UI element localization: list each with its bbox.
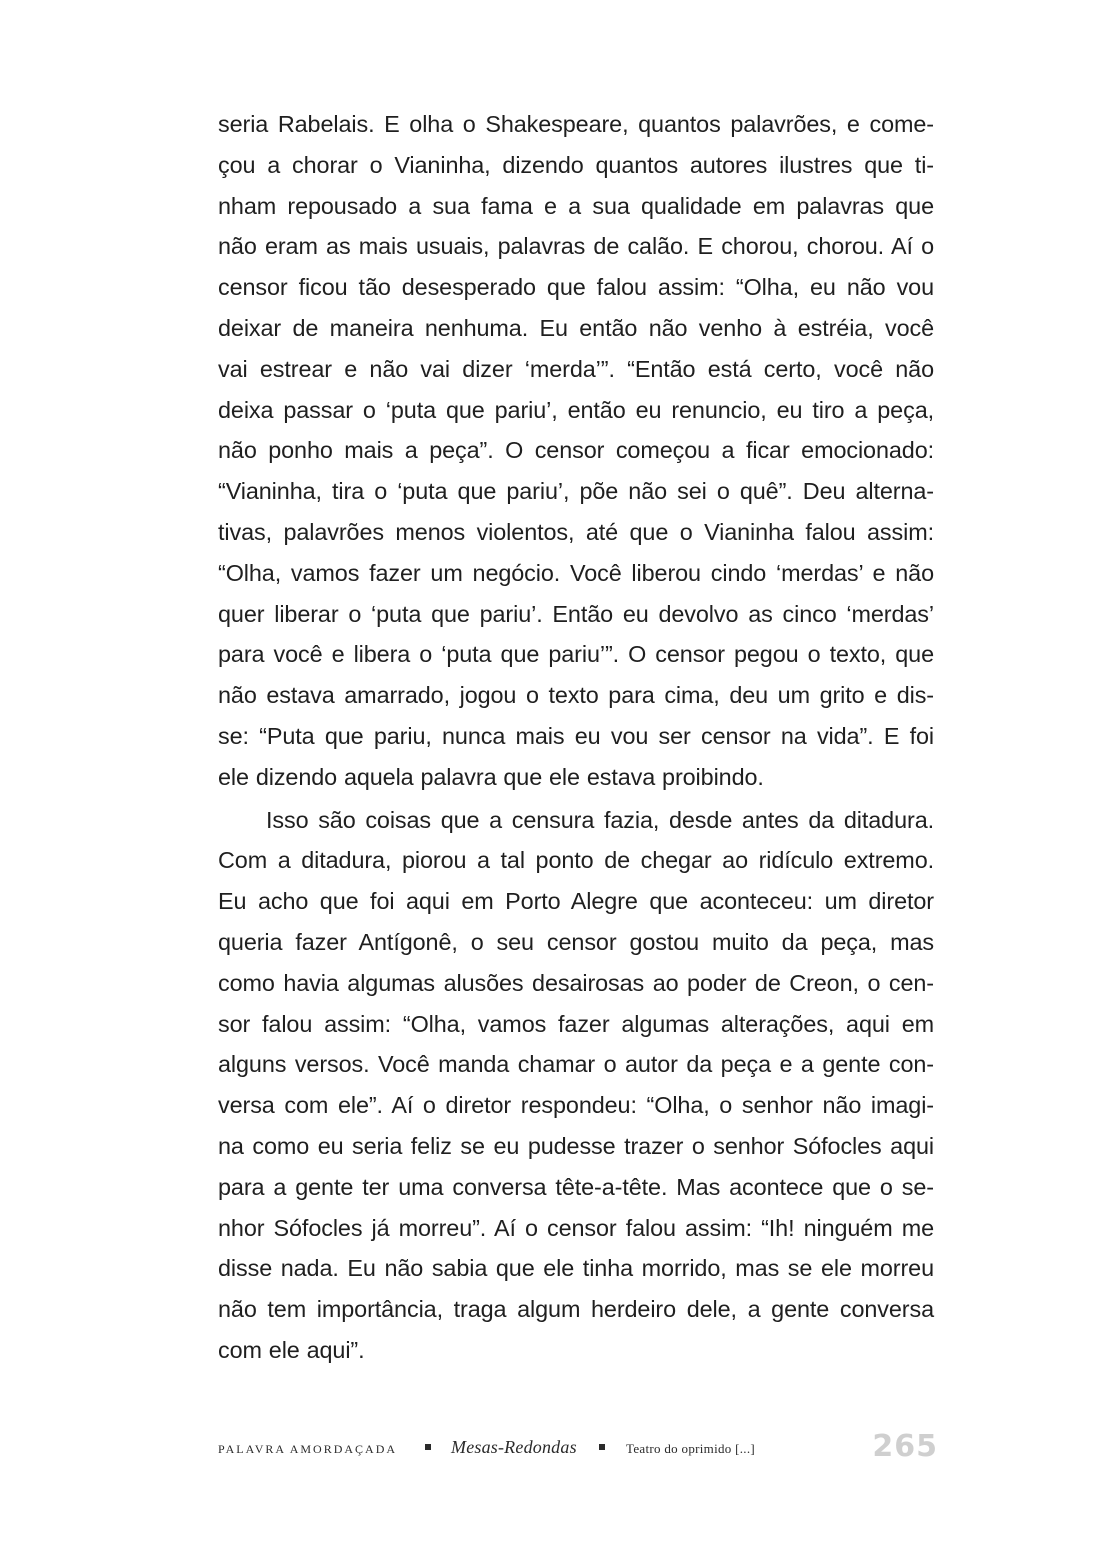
body-text	[218, 104, 934, 1371]
text-line: deixa passar o ‘puta que pariu’, então eu renuncio, eu tiro a peça,	[218, 396, 934, 423]
text-line: disse nada. Eu não sabia que ele tinha morrido, mas se ele morreu	[218, 1255, 934, 1282]
text-line: queria fazer Antígonê, o seu censor gostou muito da peça, mas	[218, 928, 934, 955]
text-line: tivas, palavrões menos violentos, até que o Vianinha falou assim:	[218, 518, 934, 545]
footer-book-title: PALAVRA AMORDAÇADA	[218, 1442, 398, 1456]
text-line: não ponho mais a peça”. O censor começou a ficar emocionado:	[218, 437, 934, 464]
text-line: não tem importância, traga algum herdeiro dele, a gente conversa	[218, 1296, 934, 1323]
text-line: alguns versos. Você manda chamar o autor da peça e a gente con-	[218, 1051, 934, 1078]
text-line: deixar de maneira nenhuma. Eu então não venho à estréia, você	[218, 314, 934, 341]
text-line: como havia algumas alusões desairosas ao poder de Creon, o cen-	[218, 969, 934, 996]
text-line: “Vianinha, tira o ‘puta que pariu’, põe não sei o quê”. Deu alterna-	[218, 478, 934, 505]
text-line: çou a chorar o Vianinha, dizendo quantos autores ilustres que ti-	[218, 151, 934, 178]
text-line: não estava amarrado, jogou o texto para cima, deu um grito e dis-	[218, 682, 934, 709]
text-line: nham repousado a sua fama e a sua qualidade em palavras que	[218, 192, 934, 219]
text-line: versa com ele”. Aí o diretor respondeu: “Olha, o senhor não imagi-	[218, 1092, 934, 1119]
text-line: para a gente ter uma conversa tête-a-tête. Mas acontece que o se-	[218, 1173, 934, 1200]
text-line: ele dizendo aquela palavra que ele estava proibindo.	[218, 763, 764, 790]
paragraph-1	[218, 104, 934, 798]
text-line: na como eu seria feliz se eu pudesse trazer o senhor Sófocles aqui	[218, 1132, 934, 1159]
text-line: sor falou assim: “Olha, vamos fazer algumas alterações, aqui em	[218, 1010, 934, 1037]
text-line: Com a ditadura, piorou a tal ponto de chegar ao ridículo extremo.	[218, 847, 934, 874]
text-line: não eram as mais usuais, palavras de calão. E chorou, chorou. Aí o	[218, 233, 934, 260]
text-line: com ele aqui”.	[218, 1336, 365, 1363]
footer-chapter-title: Teatro do oprimido [...]	[626, 1441, 756, 1456]
text-line: se: “Puta que pariu, nunca mais eu vou ser censor na vida”. E foi	[218, 722, 934, 749]
text-line: censor ficou tão desesperado que falou assim: “Olha, eu não vou	[218, 274, 934, 301]
text-line: seria Rabelais. E olha o Shakespeare, quantos palavrões, e come-	[218, 111, 934, 137]
square-bullet-icon	[599, 1444, 605, 1450]
text-line: nhor Sófocles já morreu”. Aí o censor falou assim: “Ih! ninguém me	[218, 1214, 934, 1241]
running-footer	[218, 1428, 938, 1468]
text-line: para você e libera o ‘puta que pariu’”. O censor pegou o texto, que	[218, 641, 934, 668]
page-number: 265	[872, 1429, 938, 1464]
square-bullet-icon	[425, 1444, 431, 1450]
text-line: Eu acho que foi aqui em Porto Alegre que aconteceu: um diretor	[218, 888, 934, 915]
text-line: quer liberar o ‘puta que pariu’. Então eu devolvo as cinco ‘merdas’	[218, 600, 934, 627]
text-line: “Olha, vamos fazer um negócio. Você liberou cindo ‘merdas’ e não	[218, 559, 934, 586]
text-line: vai estrear e não vai dizer ‘merda’”. “Então está certo, você não	[218, 355, 934, 382]
paragraph-2	[218, 800, 934, 1371]
text-line: Isso são coisas que a censura fazia, desde antes da ditadura.	[266, 806, 934, 833]
footer-section-title: Mesas-Redondas	[451, 1437, 577, 1457]
